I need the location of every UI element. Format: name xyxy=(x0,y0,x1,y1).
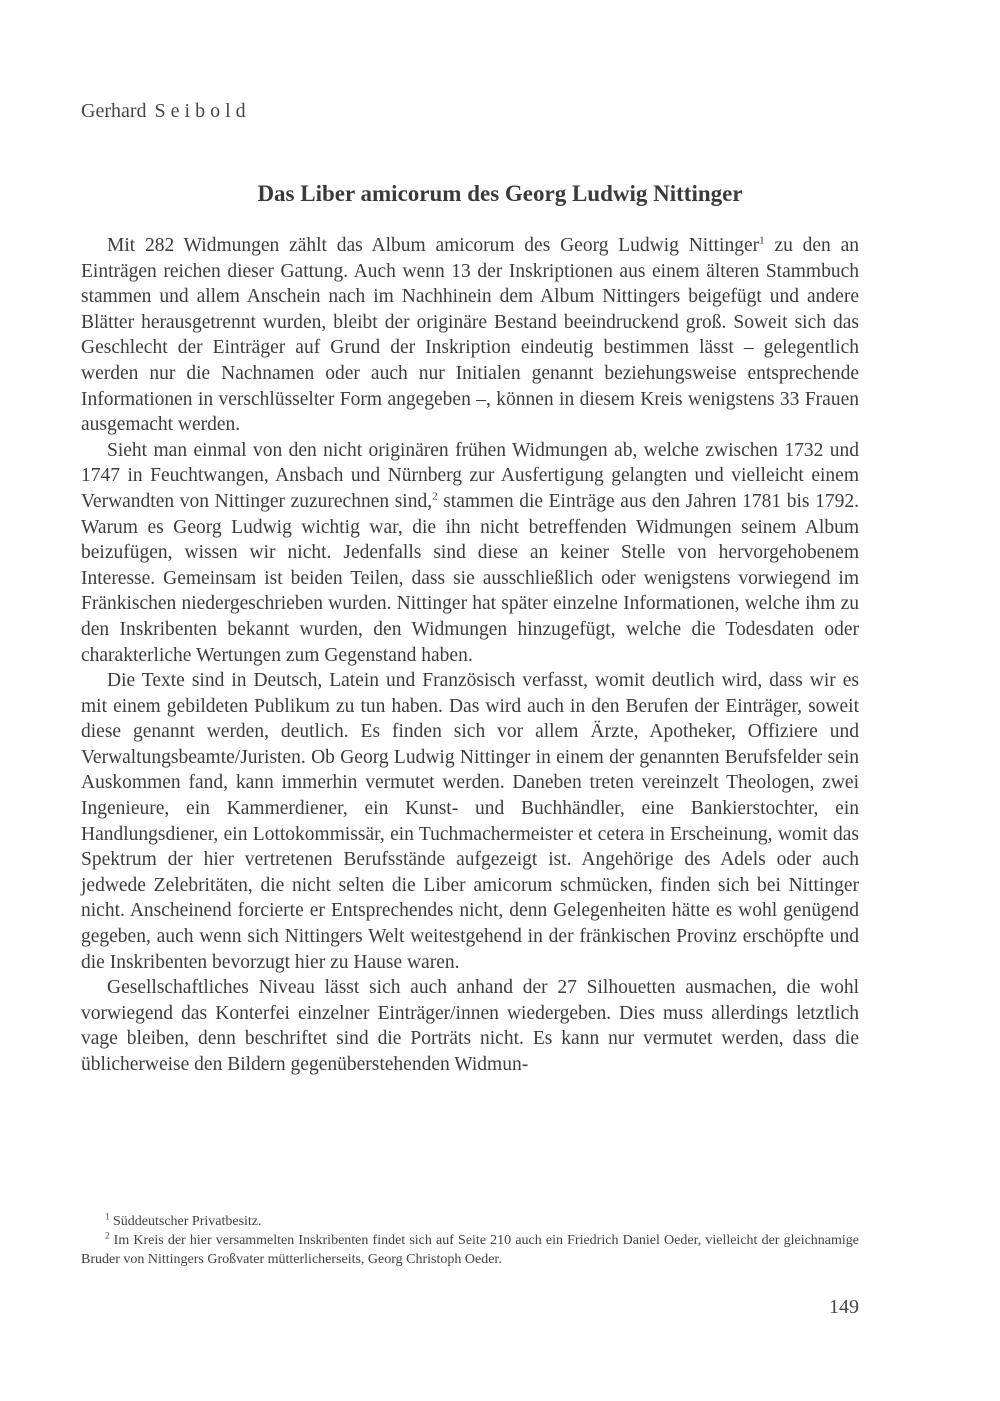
footnote-2-number: 2 xyxy=(105,1230,110,1241)
footnote-1 xyxy=(81,1212,859,1231)
article-title: Das Liber amicorum des Georg Ludwig Nittinger xyxy=(257,181,743,206)
footnote-2-text: Im Kreis der hier versammelten Inskribenten findet sich auf Seite 210 auch ein Friedrich Daniel Oeder, vielleicht der gleichnamige Bruder von Nittingers Großvater mütterlicherseits, Georg Christoph Oeder. xyxy=(81,1233,860,1267)
author-last-name: Seibold xyxy=(154,100,251,122)
footnote-1-number: 1 xyxy=(105,1211,110,1222)
footnote-2 xyxy=(81,1231,859,1269)
paragraph-2 xyxy=(81,438,859,668)
footnotes xyxy=(81,1212,859,1269)
paragraph-2-text-a: Sieht man einmal von den nicht originären frühen Widmungen ab, welche zwischen 1732 und 1747 in Feuchtwangen, Ansbach und Nürnberg zur Ausfertigung gelangten und vielleicht einem Verwandten von Nittinger zuzurechnen sind, xyxy=(81,439,859,512)
paragraph-2-text-b: stammen die Einträge aus den Jahren 1781 bis 1792. Warum es Georg Ludwig wichtig war, die ihn nicht betreffenden Widmungen seinem Album beizufügen, wissen wir nicht. Jedenfalls sind diese an keiner Stelle von hervorgehobenem Interesse. Gemeinsam ist beiden Teilen, dass sie ausschließlich oder wenigstens vorwiegend im Fränkischen niedergeschrieben wurden. Nittinger hat später einzelne Informationen, welche ihm zu den Inskribenten bekannt wurden, den Widmungen hinzugefügt, welche die Todesdaten oder charakterliche Wertungen zum Gegenstand haben. xyxy=(81,490,859,666)
page-number: 149 xyxy=(829,1296,859,1318)
paragraph-3-text: Die Texte sind in Deutsch, Latein und Französisch verfasst, womit deutlich wird, dass wir es mit einem gebildeten Publikum zu tun haben. Das wird auch in den Berufen der Einträger, soweit diese genannt werden, deutlich. Es finden sich vor allem Ärzte, Apotheker, Offiziere und Verwaltungsbeamte/Juristen. Ob Georg Ludwig Nittinger in einem der genannten Berufsfelder sein Auskommen fand, kann immerhin vermutet werden. Daneben treten vereinzelt Theologen, zwei Ingenieure, ein Kammerdiener, ein Kunst- und Buchhändler, eine Bankierstochter, ein Handlungsdiener, ein Lottokommissär, ein Tuchmachermeister et cetera in Erscheinung, womit das Spektrum der hier vertretenen Berufsstände aufgezeigt ist. Angehörige des Adels oder auch jedwede Zelebritäten, die nicht selten die Liber amicorum schmücken, finden sich bei Nittinger nicht. Anscheinend forcierte er Entsprechendes nicht, denn Gelegenheiten hätte es wohl genügend gegeben, auch wenn sich Nittingers Welt weitestgehend in der fränkischen Provinz erschöpfte und die Inskribenten bevorzugt hier zu Hause waren. xyxy=(81,670,859,973)
footnote-1-text: Süddeutscher Privatbesitz. xyxy=(113,1214,262,1229)
author-first-name: Gerhard xyxy=(81,100,147,122)
footnote-ref-2[interactable]: 2 xyxy=(432,490,438,503)
author-name xyxy=(81,100,251,123)
paragraph-4 xyxy=(81,975,859,1077)
footnote-ref-1[interactable]: 1 xyxy=(759,234,765,247)
paragraph-1-text-b: zu den an Einträgen reichen dieser Gattung. Auch wenn 13 der Inskriptionen aus einem älteren Stammbuch stammen und allem Anschein nach im Nachhinein dem Album Nittingers beigefügt und andere Blätter herausgetrennt wurden, bleibt der originäre Bestand beeindruckend groß. Soweit sich das Geschlecht der Einträger auf Grund der Inskription eindeutig bestimmen lässt – gelegentlich werden nur die Nachnamen oder auch nur Initialen genannt beziehungsweise entsprechende Informationen in verschlüsselter Form angegeben –, können in diesem Kreis wenigstens 33 Frauen ausgemacht werden. xyxy=(81,235,859,436)
paragraph-3 xyxy=(81,668,859,975)
paragraph-4-text: Gesellschaftliches Niveau lässt sich auch anhand der 27 Silhouetten ausmachen, die wohl vorwiegend das Konterfei einzelner Einträger/innen wiedergeben. Dies muss allerdings letztlich vage bleiben, denn beschriftet sind die Porträts nicht. Es kann nur vermutet werden, dass die üblicherweise den Bildern gegenüberstehenden Widmun- xyxy=(81,977,859,1075)
paragraph-1-text-a: Mit 282 Widmungen zählt das Album amicorum des Georg Ludwig Nittinger xyxy=(107,235,760,256)
article-body xyxy=(81,233,859,1078)
paragraph-1 xyxy=(81,233,859,438)
